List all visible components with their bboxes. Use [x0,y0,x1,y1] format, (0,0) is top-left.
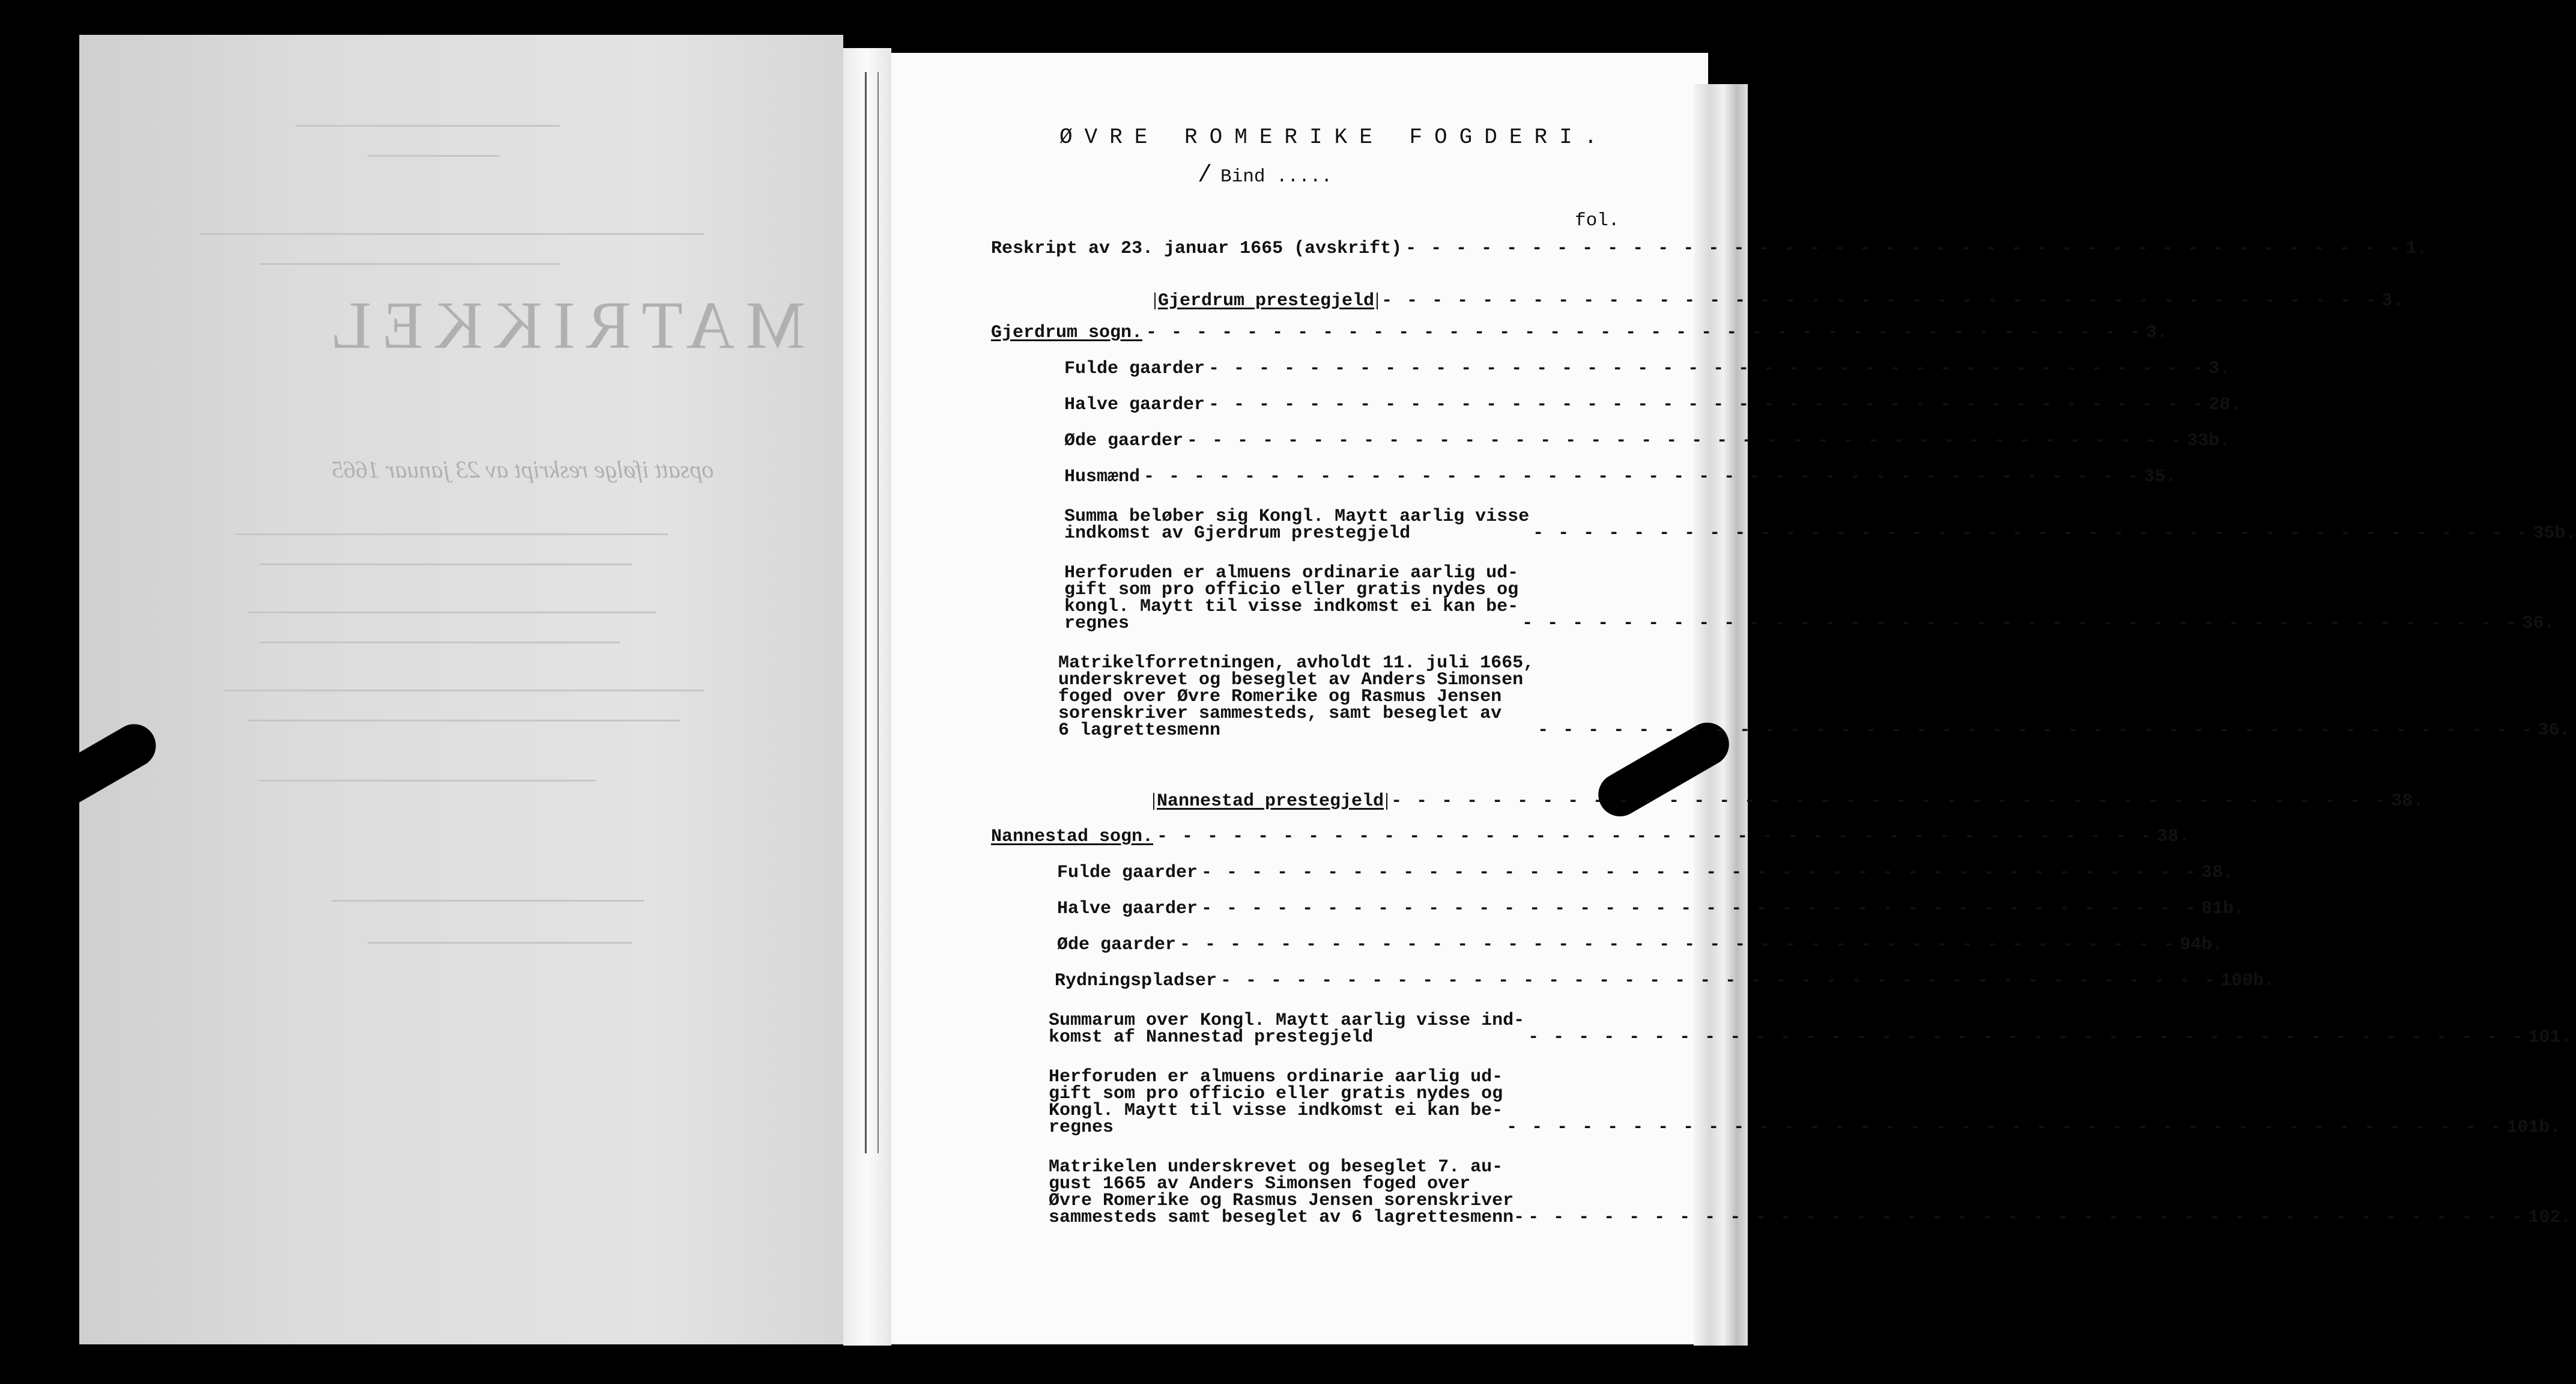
leader-dashes: - - - - - - - - - - - - - - - - - - - - - - - - - - - - - - - - - - - - - - - - [1144,467,2141,487]
faint-line [259,642,620,643]
bind-number: / [1198,162,1213,189]
leader-dashes: - - - - - - - - - - - - - - - - - - - - - - - - - - - - - - - - - - - - - - - - [1506,1117,2503,1138]
leader-dashes: - - - - - - - - - - - - - - - - - - - - - - - - - - - - - - - - - - - - - - - - [1180,935,2177,955]
book-spine-thread [865,72,879,1153]
leader-dashes: - - - - - - - - - - - - - - - - - - - - - - - - - - - - - - - - - - - - - - - - [1381,291,2378,311]
folio-number: 38. [2391,791,2424,812]
leader-dashes: - - - - - - - - - - - - - - - - - - - - - - - - - - - - - - - - - - - - - - - - [1391,791,2388,812]
leader-dashes: - - - - - - - - - - - - - - - - - - - - - - - - - - - - - - - - - - - - - - - - [1538,720,2535,741]
folio-number: 81b. [2201,899,2245,919]
index-entry [991,971,2275,991]
leader-dashes: - - - - - - - - - - - - - - - - - - - - - - - - - - - - - - - - - - - - - - - - [1208,359,2205,379]
bind-text: Bind ..... [1220,166,1333,187]
faint-line [259,263,560,265]
faint-line [368,155,500,157]
faint-line [368,942,632,944]
entry-text: Nannestad prestegjeld [1153,793,1387,810]
index-entry [991,506,2576,544]
entry-text: Gjerdrum sogn. [991,323,1143,343]
faint-line [295,125,560,127]
entry-text: Halve gaarder [1064,395,1205,415]
index-entry [991,1157,2572,1228]
leader-dashes: - - - - - - - - - - - - - - - - - - - - - - - - - - - - - - - - - - - - - - - - [1208,395,2205,415]
faint-line [247,720,680,721]
folio-number: 35. [2144,467,2177,487]
folio-number: 35b. [2533,523,2576,544]
ghost-title: MATRIKKEL [320,288,806,363]
index-entry [991,323,2168,343]
faint-line [259,563,632,565]
page-edges [1694,84,1748,1346]
entry-text: Reskript av 23. januar 1665 (avskrift) [991,238,1402,259]
entry-text: Matrikelforretningen, avholdt 11. juli 1665, underskrevet og beseglet av Anders Simonsen foged over Øvre Romerike og Rasmus Jensen sorenskriver sammesteds, samt beseglet av 6 lagrettesmenn [1058,653,1535,741]
page-title: ØVRE ROMERIKE FOGDERI. [1059,125,1610,150]
index-entry [991,395,2241,415]
faint-line [223,690,704,691]
left-page [79,35,843,1344]
entry-text: Øde gaarder [1057,935,1177,955]
entry-text: Gjerdrum prestegjeld [1154,293,1378,309]
folio-number: 100b. [2220,971,2275,991]
index-entry [991,359,2231,379]
entry-text: Herforuden er almuens ordinarie aarlig ud- gift som pro officio eller gratis nydes og Kongl. Maytt til visse indkomst ei kan be- regnes [1049,1067,1503,1138]
faint-line [247,612,656,613]
index-entry [991,238,2428,259]
leader-dashes: - - - - - - - - - - - - - - - - - - - - - - - - - - - - - - - - - - - - - - - - [1405,238,2402,259]
leader-dashes: - - - - - - - - - - - - - - - - - - - - - - - - - - - - - - - - - - - - - - - - [1201,899,2198,919]
folio-number: 3. [2208,359,2231,379]
entry-text: Fulde gaarder [1064,359,1205,379]
leader-dashes: - - - - - - - - - - - - - - - - - - - - - - - - - - - - - - - - - - - - - - - - [1220,971,2217,991]
index-entry [991,653,2571,741]
folio-number: 3. [2146,323,2168,343]
faint-line [235,533,668,535]
folio-column-label: fol. [1575,210,1620,231]
leader-dashes: - - - - - - - - - - - - - - - - - - - - - - - - - - - - - - - - - - - - - - - - [1187,431,2184,451]
index-entries [991,238,2576,1228]
entry-text: Herforuden er almuens ordinarie aarlig ud- gift som pro officio eller gratis nydes og kongl. Maytt til visse indkomst ei kan be- regnes [1064,563,1519,634]
faint-line [199,233,704,235]
entry-text: Øde gaarder [1064,431,1184,451]
folio-number: 38. [2157,827,2190,847]
entry-text: Matrikelen underskrevet og beseglet 7. au- gust 1665 av Anders Simonsen foged over Øvre Romerike og Rasmus Jensen sorenskriver sammesteds samt beseglet av 6 lagrettesmenn- [1049,1157,1525,1228]
folio-number: 1. [2405,238,2428,259]
folio-number: 36. [2538,720,2571,741]
folio-number: 102. [2528,1207,2572,1228]
leader-dashes: - - - - - - - - - - - - - - - - - - - - - - - - - - - - - - - - - - - - - - - - [1528,1027,2525,1048]
faint-line [332,900,644,902]
leader-dashes: - - - - - - - - - - - - - - - - - - - - - - - - - - - - - - - - - - - - - - - - [1157,827,2154,847]
folio-number: 101. [2528,1027,2572,1048]
ghost-subtitle: opsatt ifølge reskript av 23 januar 1665 [332,456,714,483]
leader-dashes: - - - - - - - - - - - - - - - - - - - - - - - - - - - - - - - - - - - - - - - - [1201,863,2198,883]
folio-number: 36. [2522,613,2555,634]
folio-number: 101b. [2506,1117,2561,1138]
leader-dashes: - - - - - - - - - - - - - - - - - - - - - - - - - - - - - - - - - - - - - - - - [1533,523,2530,544]
folio-number: 94b. [2180,935,2223,955]
leader-dashes: - - - - - - - - - - - - - - - - - - - - - - - - - - - - - - - - - - - - - - - - [1528,1207,2525,1228]
folio-number: 3. [2381,291,2404,311]
index-entry [991,1067,2561,1138]
bind-label [1198,162,1332,189]
entry-text: Fulde gaarder [1057,863,1198,883]
entry-text: Halve gaarder [1057,899,1198,919]
entry-text: Rydningspladser [1055,971,1217,991]
leader-dashes: - - - - - - - - - - - - - - - - - - - - - - - - - - - - - - - - - - - - - - - - [1146,323,2143,343]
index-entry [991,1010,2572,1048]
index-entry [991,291,2404,311]
index-entry [991,827,2190,847]
index-entry [991,863,2234,883]
folio-number: 38. [2201,863,2234,883]
leader-dashes: - - - - - - - - - - - - - - - - - - - - - - - - - - - - - - - - - - - - - - - - [1522,613,2519,634]
folio-number: 33b. [2187,431,2231,451]
entry-text: Summa beløber sig Kongl. Maytt aarlig visse indkomst av Gjerdrum prestegjeld [1064,506,1530,544]
index-entry [991,467,2177,487]
entry-text: Nannestad sogn. [991,827,1154,847]
faint-line [259,780,596,782]
entry-text: Summarum over Kongl. Maytt aarlig visse ind- komst af Nannestad prestegjeld [1049,1010,1525,1048]
entry-text: Husmænd [1064,467,1141,487]
folio-number: 28. [2208,395,2241,415]
index-entry [991,563,2555,634]
index-entry [991,935,2223,955]
index-entry [991,791,2424,812]
index-entry [991,899,2245,919]
index-entry [991,431,2231,451]
